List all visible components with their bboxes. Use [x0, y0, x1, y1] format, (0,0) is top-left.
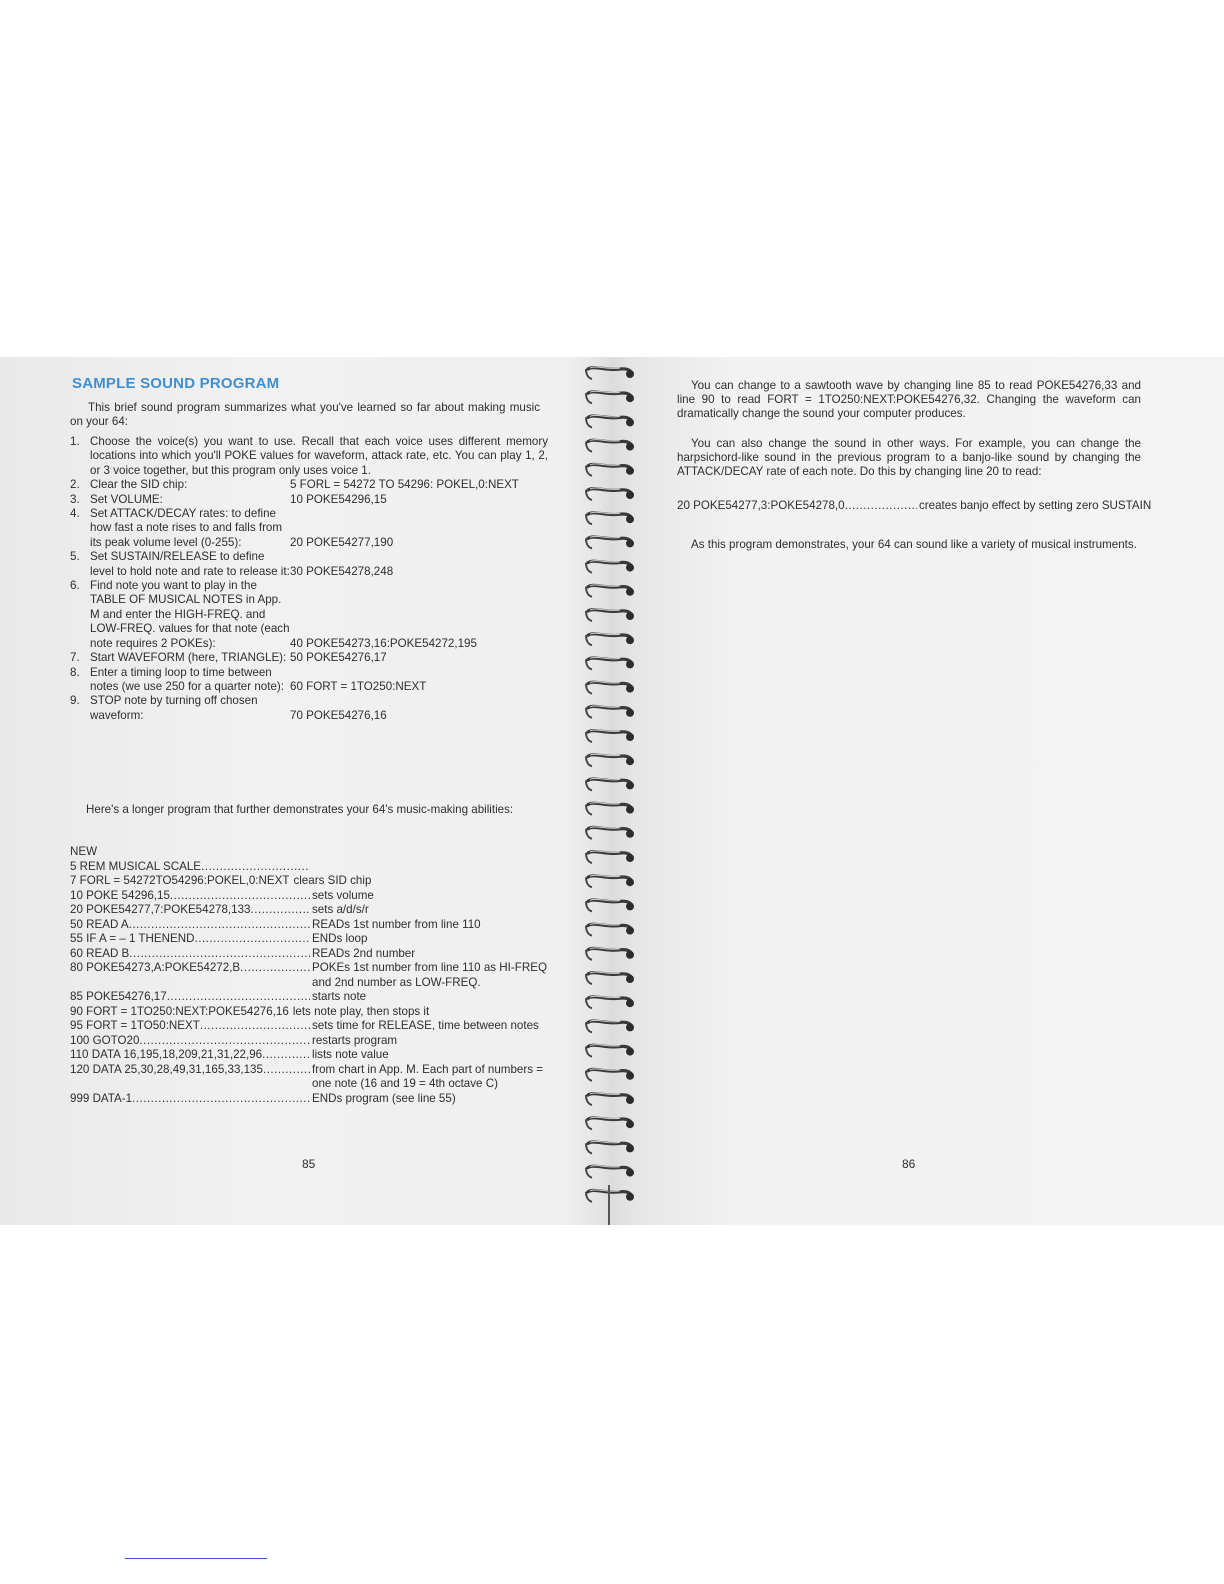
step-number: 8.: [70, 665, 80, 679]
program-code: 10 POKE 54296,15: [70, 888, 170, 902]
program-comment: ENDs loop: [312, 932, 368, 945]
program-line: [70, 918, 548, 933]
step-code: 10 POKE54296,15: [290, 492, 387, 506]
program-line: [70, 932, 548, 947]
banjo-entry-code: 20 POKE54277,3:POKE54278,0: [677, 499, 845, 512]
program-code: 60 READ B: [70, 946, 130, 960]
program-code: 20 POKE54277,7:POKE54278,133: [70, 903, 251, 916]
program-comment: sets a/d/s/r: [312, 903, 369, 916]
program-code: 120 DATA 25,30,28,49,31,165,33,135: [70, 1062, 263, 1076]
right-page: [627, 357, 1224, 1225]
page-number-right: 86: [902, 1157, 916, 1171]
page-title: SAMPLE SOUND PROGRAM: [72, 375, 280, 392]
step-text: Choose the voice(s) you want to use. Recall that each voice uses different memory locations into which you'll POKE values for waveform, attack rate, etc. You can play 1, 2, or 3 voice together, but this program only uses voice 1.: [90, 435, 548, 477]
step-2: [70, 478, 548, 492]
banjo-entry: [677, 499, 1157, 513]
program-code: 85 POKE54276,17: [70, 990, 167, 1003]
program-line: [70, 947, 548, 962]
program-code: 50 READ A: [70, 917, 129, 931]
step-number: 2.: [70, 478, 80, 492]
program-line: [70, 889, 548, 904]
step-code: 60 FORT = 1TO250:NEXT: [290, 679, 427, 693]
steps-list: [70, 435, 548, 723]
program-line: [70, 1092, 548, 1107]
step-1: [70, 435, 548, 478]
step-code: 30 POKE54278,248: [290, 564, 394, 578]
program-code: 110 DATA 16,195,18,209,21,31,22,96: [70, 1048, 263, 1061]
program-comment: starts note: [312, 990, 367, 1003]
step-text: Enter a timing loop to time between notes (we use 250 for a quarter note):: [90, 665, 284, 693]
program-line: [70, 1005, 548, 1020]
program-comment: READs 1st number from line 110: [312, 917, 481, 931]
step-text: Find note you want to play in the TABLE OF MUSICAL NOTES in App. M and enter the HIGH-FREQ. and LOW-FREQ. values for that note (each note requires 2 POKEs):: [90, 579, 290, 650]
program-line: [70, 990, 548, 1005]
program-code: 100 GOTO20: [70, 1033, 140, 1047]
step-number: 1.: [70, 435, 80, 448]
step-number: 6.: [70, 579, 80, 593]
binding-spine: [608, 1185, 610, 1225]
step-number: 9.: [70, 694, 80, 708]
program-comment: restarts program: [312, 1033, 398, 1047]
banjo-entry-comment: creates banjo effect by setting zero SUSTAIN: [919, 499, 1152, 512]
step-text: Set VOLUME:: [90, 492, 163, 506]
step-code: 5 FORL = 54272 TO 54296: POKEL,0:NEXT: [290, 478, 519, 492]
program-code: 7 FORL = 54272TO54296:POKEL,0:NEXT: [70, 874, 290, 887]
page-number-left: 85: [302, 1157, 316, 1171]
step-8: [70, 666, 548, 695]
program-line: [70, 961, 548, 990]
step-code: 40 POKE54273,16:POKE54272,195: [290, 636, 477, 650]
program-comment: READs 2nd number: [312, 946, 416, 960]
book-spread: [0, 357, 1224, 1225]
program-comment: lets note play, then stops it: [292, 1004, 430, 1018]
step-5: [70, 550, 548, 579]
step-text: STOP note by turning off chosen waveform:: [90, 694, 258, 722]
program-comment: sets volume: [312, 888, 374, 902]
step-code: 50 POKE54276,17: [290, 651, 387, 665]
program-comment: from chart in App. M. Each part of numbers = one note (16 and 19 = 4th octave C): [312, 1062, 544, 1090]
program-comment: POKEs 1st number from line 110 as HI-FREQ and 2nd number as LOW-FREQ.: [312, 961, 547, 989]
step-6: [70, 579, 548, 651]
step-text: Start WAVEFORM (here, TRIANGLE):: [90, 651, 287, 665]
program-line: [70, 874, 548, 889]
program-comment: sets time for RELEASE, time between notes: [312, 1019, 539, 1032]
right-paragraph-2: You can also change the sound in other ways. For example, you can change the harpsichord-like sound in the previous program to a banjo-like sound by changing the ATTACK/DECAY rate of each note. Do this by changing line 20 to read:: [677, 437, 1141, 479]
program-code: 999 DATA-1: [70, 1091, 133, 1105]
step-code: 70 POKE54276,16: [290, 708, 387, 722]
step-number: 4.: [70, 507, 80, 521]
step-4: [70, 507, 548, 550]
step-number: 5.: [70, 550, 80, 564]
program-code: 55 IF A = – 1 THENEND: [70, 932, 195, 945]
right-paragraph-1: You can change to a sawtooth wave by changing line 85 to read POKE54276,33 and line 90 to read FORT = 1TO250:NEXT:POKE54276,32. Changing the waveform can dramatically change the sound your computer produces.: [677, 379, 1141, 421]
program-code: 80 POKE54273,A:POKE54272,B: [70, 961, 241, 974]
program-listing: [70, 845, 548, 1106]
longer-program-intro: Here's a longer program that further demonstrates your 64's music-making abilities:: [86, 803, 514, 816]
program-line: [70, 1034, 548, 1049]
step-9: [70, 694, 548, 723]
program-comment: clears SID chip: [293, 874, 372, 887]
left-page: [0, 357, 595, 1225]
step-7: [70, 651, 548, 665]
program-line: [70, 845, 548, 860]
step-3: [70, 493, 548, 507]
program-code: 90 FORT = 1TO250:NEXT:POKE54276,16: [70, 1004, 289, 1018]
program-line: [70, 1063, 548, 1092]
step-number: 7.: [70, 651, 80, 665]
step-text: Set ATTACK/DECAY rates: to define how fast a note rises to and falls from its peak volume level (0-255):: [90, 507, 283, 549]
program-code: 95 FORT = 1TO50:NEXT: [70, 1019, 200, 1032]
right-paragraph-3: As this program demonstrates, your 64 can sound like a variety of musical instruments.: [691, 538, 1137, 551]
step-text: Set SUSTAIN/RELEASE to define level to hold note and rate to release it:: [90, 550, 290, 578]
program-line: [70, 903, 548, 918]
footer-rule: [125, 1558, 267, 1559]
program-line: [70, 1019, 548, 1034]
step-number: 3.: [70, 492, 80, 506]
program-code: NEW: [70, 845, 98, 858]
program-line: [70, 1048, 548, 1063]
program-line: [70, 860, 548, 875]
program-code: 5 REM MUSICAL SCALE: [70, 859, 202, 873]
program-comment: ENDs program (see line 55): [312, 1091, 456, 1105]
step-code: 20 POKE54277,190: [290, 535, 394, 549]
program-comment: lists note value: [312, 1048, 389, 1061]
step-text: Clear the SID chip:: [90, 478, 188, 492]
intro-paragraph: This brief sound program summarizes what you've learned so far about making music on your 64:: [70, 401, 540, 429]
